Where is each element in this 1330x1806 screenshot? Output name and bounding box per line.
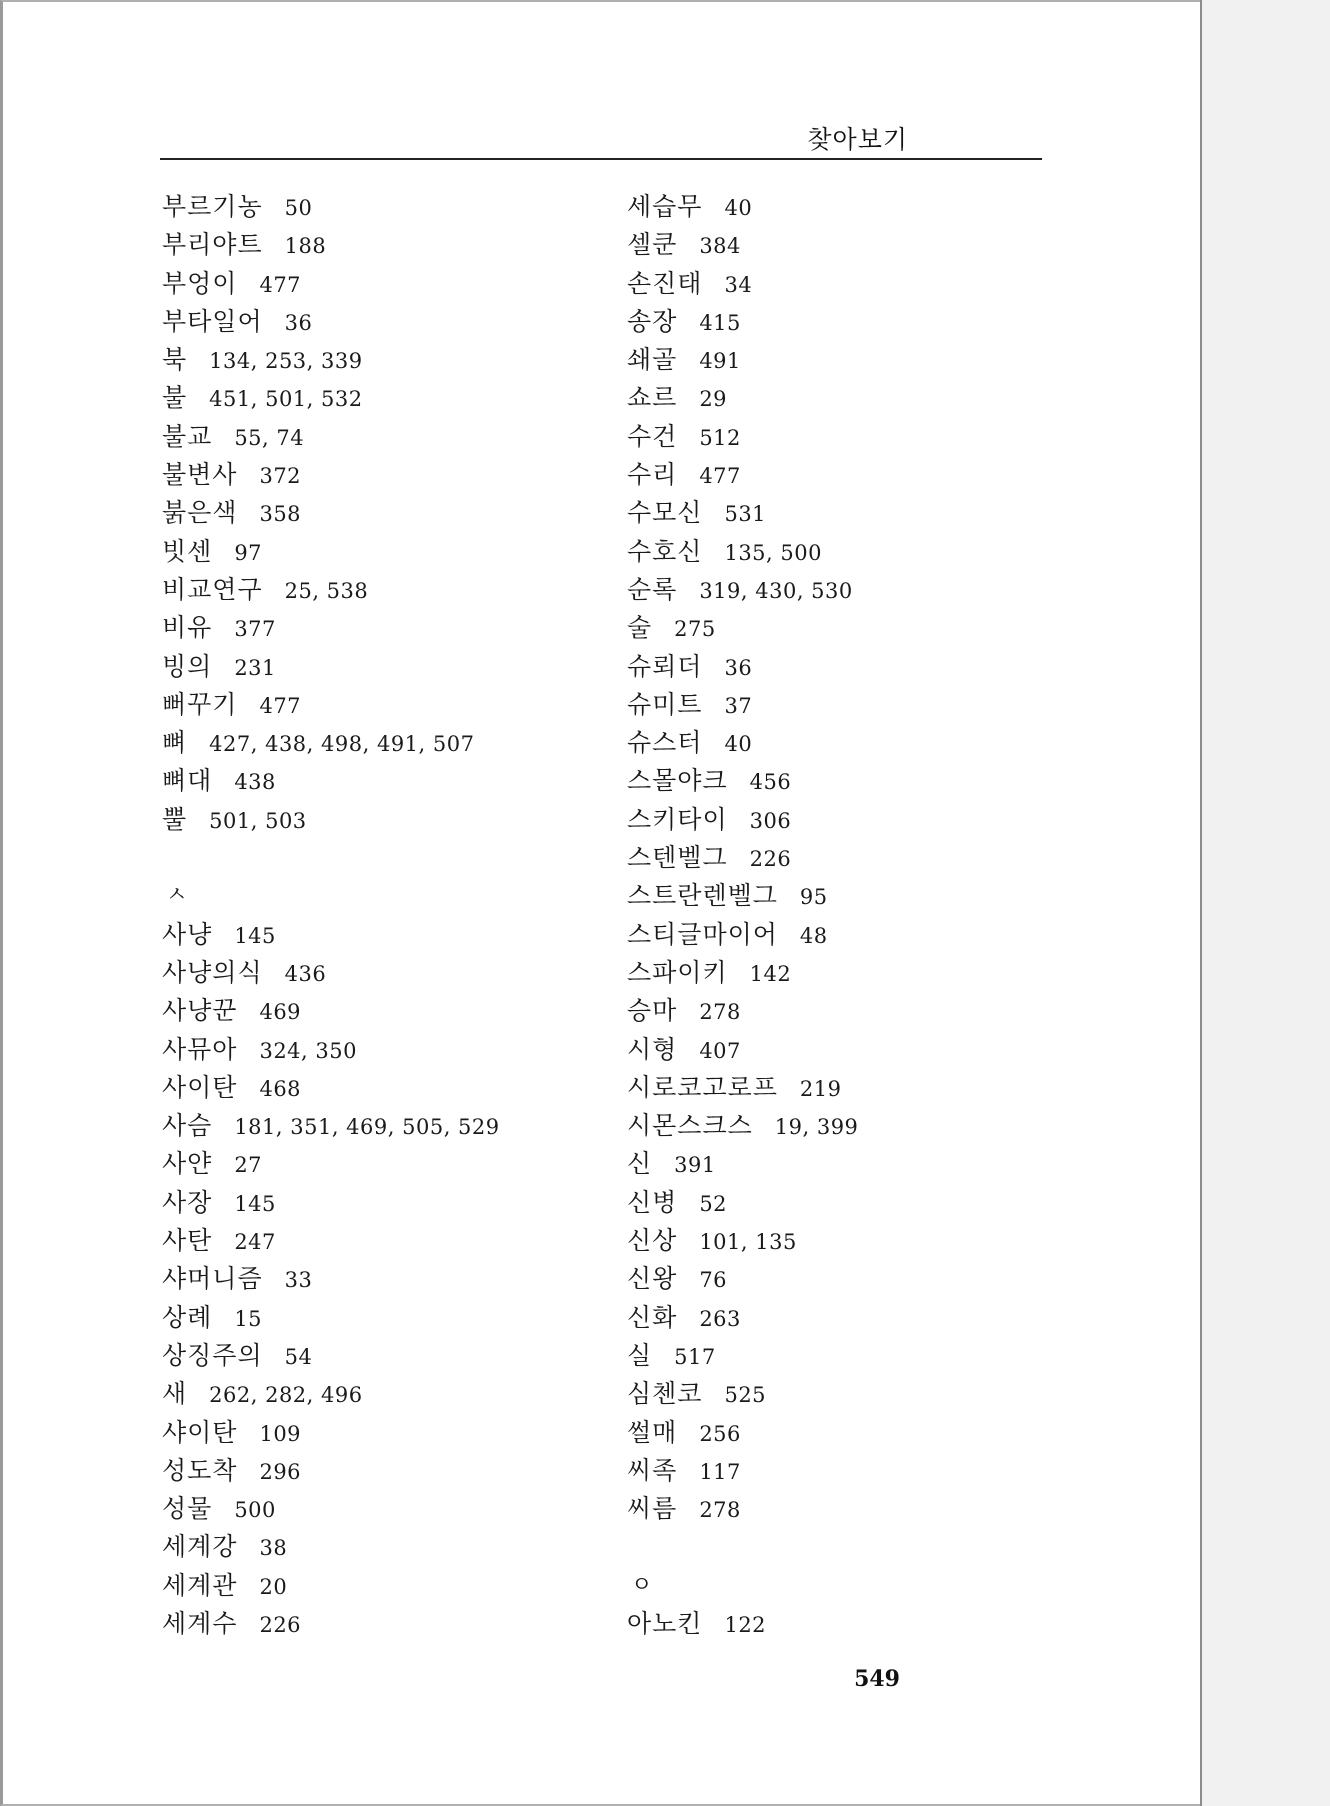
index-term: 부르기농	[162, 192, 263, 221]
index-page-refs: 145	[234, 923, 276, 948]
index-page-refs: 54	[284, 1344, 313, 1369]
index-page-refs: 306	[749, 808, 792, 833]
index-entry	[162, 571, 602, 609]
index-page-refs: 20	[259, 1574, 288, 1599]
index-page-refs: 525	[724, 1383, 767, 1408]
index-term: 송장	[627, 306, 678, 336]
index-page-refs: 48	[799, 923, 828, 948]
index-entry	[627, 1375, 1067, 1413]
index-entry	[162, 188, 602, 226]
page-number: 549	[854, 1666, 900, 1692]
index-term: 시로코고로프	[627, 1072, 778, 1102]
index-entry	[162, 533, 602, 571]
index-page-refs: 263	[699, 1306, 741, 1331]
index-page-refs: 135, 500	[724, 540, 822, 565]
index-entry	[627, 494, 1067, 532]
index-page-refs: 101, 135	[699, 1230, 797, 1255]
index-entry	[627, 456, 1067, 494]
index-entry	[162, 648, 602, 686]
index-page-refs: 531	[724, 502, 767, 527]
index-page-refs: 38	[259, 1536, 288, 1561]
index-entry	[627, 877, 1067, 915]
index-page-refs: 19, 399	[774, 1115, 859, 1140]
index-page-refs: 358	[259, 502, 302, 527]
index-page-refs: 95	[799, 885, 828, 910]
index-page-refs: 262, 282, 496	[209, 1383, 363, 1408]
index-entry	[162, 418, 602, 456]
index-term: 신왕	[627, 1264, 678, 1294]
index-term: 사탄	[162, 1226, 213, 1256]
index-entry	[162, 762, 602, 800]
index-term: 사이탄	[162, 1072, 238, 1102]
index-page-refs: 477	[259, 693, 302, 718]
index-term: 실	[627, 1340, 653, 1370]
index-page-refs: 25, 538	[284, 578, 369, 603]
index-term: 사뮤아	[162, 1034, 238, 1064]
index-entry	[162, 1337, 602, 1375]
index-entry	[627, 916, 1067, 954]
index-term: 불변사	[162, 460, 238, 490]
index-entry	[162, 1107, 602, 1145]
index-entry	[162, 724, 602, 762]
index-term: 세계관	[162, 1570, 238, 1600]
index-entry	[627, 1069, 1067, 1107]
index-term: 새	[162, 1379, 188, 1409]
index-term: 스트란렌벨그	[627, 881, 778, 911]
index-term: 비교연구	[162, 574, 263, 604]
section-letter-heading: ㅅ	[166, 883, 188, 909]
index-entry	[627, 648, 1067, 686]
index-page-refs: 52	[699, 1191, 728, 1216]
index-entry	[627, 1299, 1067, 1337]
index-entry	[162, 303, 602, 341]
index-entry	[162, 379, 602, 417]
index-page-refs: 117	[699, 1459, 741, 1484]
index-term: 시몬스크스	[627, 1111, 753, 1141]
index-term: 손진태	[627, 268, 703, 298]
index-page-refs: 27	[234, 1153, 263, 1178]
index-term: 썰매	[627, 1417, 678, 1447]
index-entry	[627, 686, 1067, 724]
index-term: 신화	[627, 1302, 678, 1332]
index-entry	[627, 226, 1067, 264]
index-term: 사슴	[162, 1111, 213, 1141]
index-term: 사장	[162, 1187, 213, 1217]
index-entry	[162, 954, 602, 992]
index-entry	[162, 1184, 602, 1222]
index-entry	[162, 686, 602, 724]
index-entry	[627, 533, 1067, 571]
index-entry	[162, 1069, 602, 1107]
index-entry	[162, 1031, 602, 1069]
index-term: 뿔	[162, 804, 188, 834]
index-page-refs: 231	[234, 655, 276, 680]
index-page-refs: 36	[724, 655, 753, 680]
index-entry	[627, 418, 1067, 456]
index-entry	[162, 1414, 602, 1452]
index-page-refs: 438	[234, 770, 276, 795]
index-term: 붉은색	[162, 498, 238, 528]
viewer-background	[1200, 0, 1330, 1806]
index-entry	[627, 992, 1067, 1030]
index-term: 성도착	[162, 1455, 238, 1485]
index-page-refs: 491	[699, 349, 741, 374]
index-page-refs: 372	[259, 464, 302, 489]
index-term: 승마	[627, 996, 678, 1026]
index-page-refs: 33	[284, 1268, 313, 1293]
index-term: 슈미트	[627, 689, 703, 719]
index-page-refs: 256	[699, 1421, 741, 1446]
index-term: 술	[627, 613, 653, 643]
index-page-refs: 40	[724, 196, 753, 220]
index-term: 불	[162, 383, 188, 413]
index-entry	[627, 1337, 1067, 1375]
index-page-refs: 407	[699, 1038, 741, 1063]
index-entry	[627, 1031, 1067, 1069]
index-page-refs: 278	[699, 1498, 741, 1523]
index-term: 뼈	[162, 728, 188, 758]
index-page-refs: 319, 430, 530	[699, 578, 853, 603]
index-term: 사냥의식	[162, 957, 263, 987]
index-page-refs: 29	[699, 387, 728, 412]
index-term: 뻐꾸기	[162, 689, 238, 719]
index-term: 수건	[627, 421, 678, 451]
index-entry	[162, 916, 602, 954]
index-entry	[627, 762, 1067, 800]
index-entry	[627, 1260, 1067, 1298]
index-page-refs: 34	[724, 272, 753, 297]
index-column-left	[162, 188, 602, 1643]
index-page-refs: 188	[284, 234, 327, 259]
index-page-refs: 219	[799, 1076, 842, 1101]
index-term: 세습무	[627, 192, 703, 221]
index-term: 신병	[627, 1187, 678, 1217]
index-entry	[162, 1452, 602, 1490]
index-term: 상례	[162, 1302, 213, 1332]
index-term: 빙의	[162, 651, 213, 681]
index-page-refs: 36	[284, 310, 313, 335]
index-entry	[162, 1222, 602, 1260]
index-term: 사냥꾼	[162, 996, 238, 1026]
index-page-refs: 456	[749, 770, 792, 795]
index-term: 아노킨	[627, 1608, 703, 1638]
index-entry	[627, 379, 1067, 417]
index-entry	[162, 1567, 602, 1605]
index-term: 뼈대	[162, 766, 213, 796]
index-term: 씨름	[627, 1494, 678, 1524]
index-entry	[627, 265, 1067, 303]
header-rule	[160, 158, 1042, 160]
index-term: 스키타이	[627, 804, 728, 834]
index-term: 시형	[627, 1034, 678, 1064]
index-entry	[162, 1605, 602, 1643]
index-entry	[162, 801, 602, 839]
index-entry	[627, 724, 1067, 762]
index-term: 쇄골	[627, 345, 678, 375]
index-term: 샤이탄	[162, 1417, 238, 1447]
index-page-refs: 278	[699, 1000, 741, 1025]
index-page-refs: 377	[234, 617, 276, 642]
index-page-refs: 469	[259, 1000, 302, 1025]
index-page-refs: 37	[724, 693, 753, 718]
index-entry	[627, 1414, 1067, 1452]
index-entry	[627, 1184, 1067, 1222]
index-column-right	[627, 188, 1067, 1643]
index-entry	[162, 1375, 602, 1413]
index-entry	[162, 1299, 602, 1337]
index-term: 순록	[627, 574, 678, 604]
index-term: 사얀	[162, 1149, 213, 1179]
index-term: 세계강	[162, 1532, 238, 1562]
index-term: 수리	[627, 460, 678, 490]
index-entry	[627, 188, 1067, 226]
section-spacer	[627, 1528, 1067, 1566]
index-page-refs: 427, 438, 498, 491, 507	[209, 732, 475, 757]
index-page-refs: 275	[674, 617, 716, 642]
index-page-refs: 477	[699, 464, 741, 489]
index-page-refs: 122	[724, 1612, 767, 1637]
index-page-refs: 109	[259, 1421, 302, 1446]
index-term: 수호신	[627, 536, 703, 566]
index-page-refs: 391	[674, 1153, 716, 1178]
section-spacer	[162, 839, 602, 877]
index-page-refs: 500	[234, 1498, 276, 1523]
index-page-refs: 181, 351, 469, 505, 529	[234, 1115, 500, 1140]
index-term: 성물	[162, 1494, 213, 1524]
index-entry	[162, 992, 602, 1030]
index-term: 스텐벨그	[627, 843, 728, 873]
index-term: 사냥	[162, 919, 213, 949]
index-page-refs: 142	[749, 961, 792, 986]
index-term: 부리야트	[162, 230, 263, 260]
index-page-refs: 512	[699, 425, 741, 450]
index-entry	[162, 1528, 602, 1566]
index-page-refs: 477	[259, 272, 302, 297]
index-entry	[627, 1145, 1067, 1183]
index-page-refs: 324, 350	[259, 1038, 357, 1063]
index-entry	[162, 609, 602, 647]
running-head: 찾아보기	[807, 125, 908, 154]
index-entry	[162, 494, 602, 532]
index-entry	[162, 265, 602, 303]
index-page-refs: 97	[234, 540, 263, 565]
index-term: 상징주의	[162, 1340, 263, 1370]
index-term: 쇼르	[627, 383, 678, 413]
index-page-refs: 15	[234, 1306, 263, 1331]
index-term: 심첸코	[627, 1379, 703, 1409]
index-page-refs: 436	[284, 961, 327, 986]
index-entry	[627, 954, 1067, 992]
index-entry	[627, 571, 1067, 609]
index-term: 세계수	[162, 1608, 238, 1638]
index-entry	[162, 1260, 602, 1298]
index-entry	[162, 341, 602, 379]
index-term: 부타일어	[162, 306, 263, 336]
index-term: 스몰야크	[627, 766, 728, 796]
index-entry	[162, 456, 602, 494]
index-term: 슈스터	[627, 728, 703, 758]
index-entry	[627, 1452, 1067, 1490]
index-entry	[627, 801, 1067, 839]
index-entry	[627, 1107, 1067, 1145]
index-entry	[162, 1145, 602, 1183]
index-term: 수모신	[627, 498, 703, 528]
index-term: 스티글마이어	[627, 919, 778, 949]
index-page-refs: 451, 501, 532	[209, 387, 363, 412]
index-term: 북	[162, 345, 188, 375]
index-term: 셀쿤	[627, 230, 678, 260]
index-entry	[627, 609, 1067, 647]
index-term: 씨족	[627, 1455, 678, 1485]
index-entry	[627, 839, 1067, 877]
index-page-refs: 76	[699, 1268, 728, 1293]
section-letter-heading: ㅇ	[631, 1572, 653, 1598]
index-term: 샤머니즘	[162, 1264, 263, 1294]
index-entry	[627, 341, 1067, 379]
index-term: 비유	[162, 613, 213, 643]
index-entry	[162, 226, 602, 264]
index-entry	[162, 1490, 602, 1528]
index-term: 스파이키	[627, 957, 728, 987]
index-page-refs: 247	[234, 1230, 276, 1255]
index-term: 신상	[627, 1226, 678, 1256]
index-entry	[627, 1605, 1067, 1643]
index-page-refs: 40	[724, 732, 753, 757]
index-page-refs: 50	[284, 196, 313, 220]
index-entry	[627, 303, 1067, 341]
index-page-refs: 145	[234, 1191, 276, 1216]
index-term: 불교	[162, 421, 213, 451]
index-page-refs: 517	[674, 1344, 716, 1369]
index-entry	[627, 1222, 1067, 1260]
index-term: 빗센	[162, 536, 213, 566]
index-page-refs: 55, 74	[234, 425, 305, 450]
index-page-refs: 501, 503	[209, 808, 307, 833]
index-term: 신	[627, 1149, 653, 1179]
index-page-refs: 134, 253, 339	[209, 349, 363, 374]
index-term: 슈뢰더	[627, 651, 703, 681]
index-page-refs: 226	[259, 1612, 302, 1637]
index-term: 부엉이	[162, 268, 238, 298]
index-page-refs: 226	[749, 847, 792, 872]
index-page-refs: 468	[259, 1076, 302, 1101]
index-page-refs: 296	[259, 1459, 302, 1484]
index-entry	[627, 1490, 1067, 1528]
index-page-refs: 384	[699, 234, 741, 259]
index-page-refs: 415	[699, 310, 741, 335]
